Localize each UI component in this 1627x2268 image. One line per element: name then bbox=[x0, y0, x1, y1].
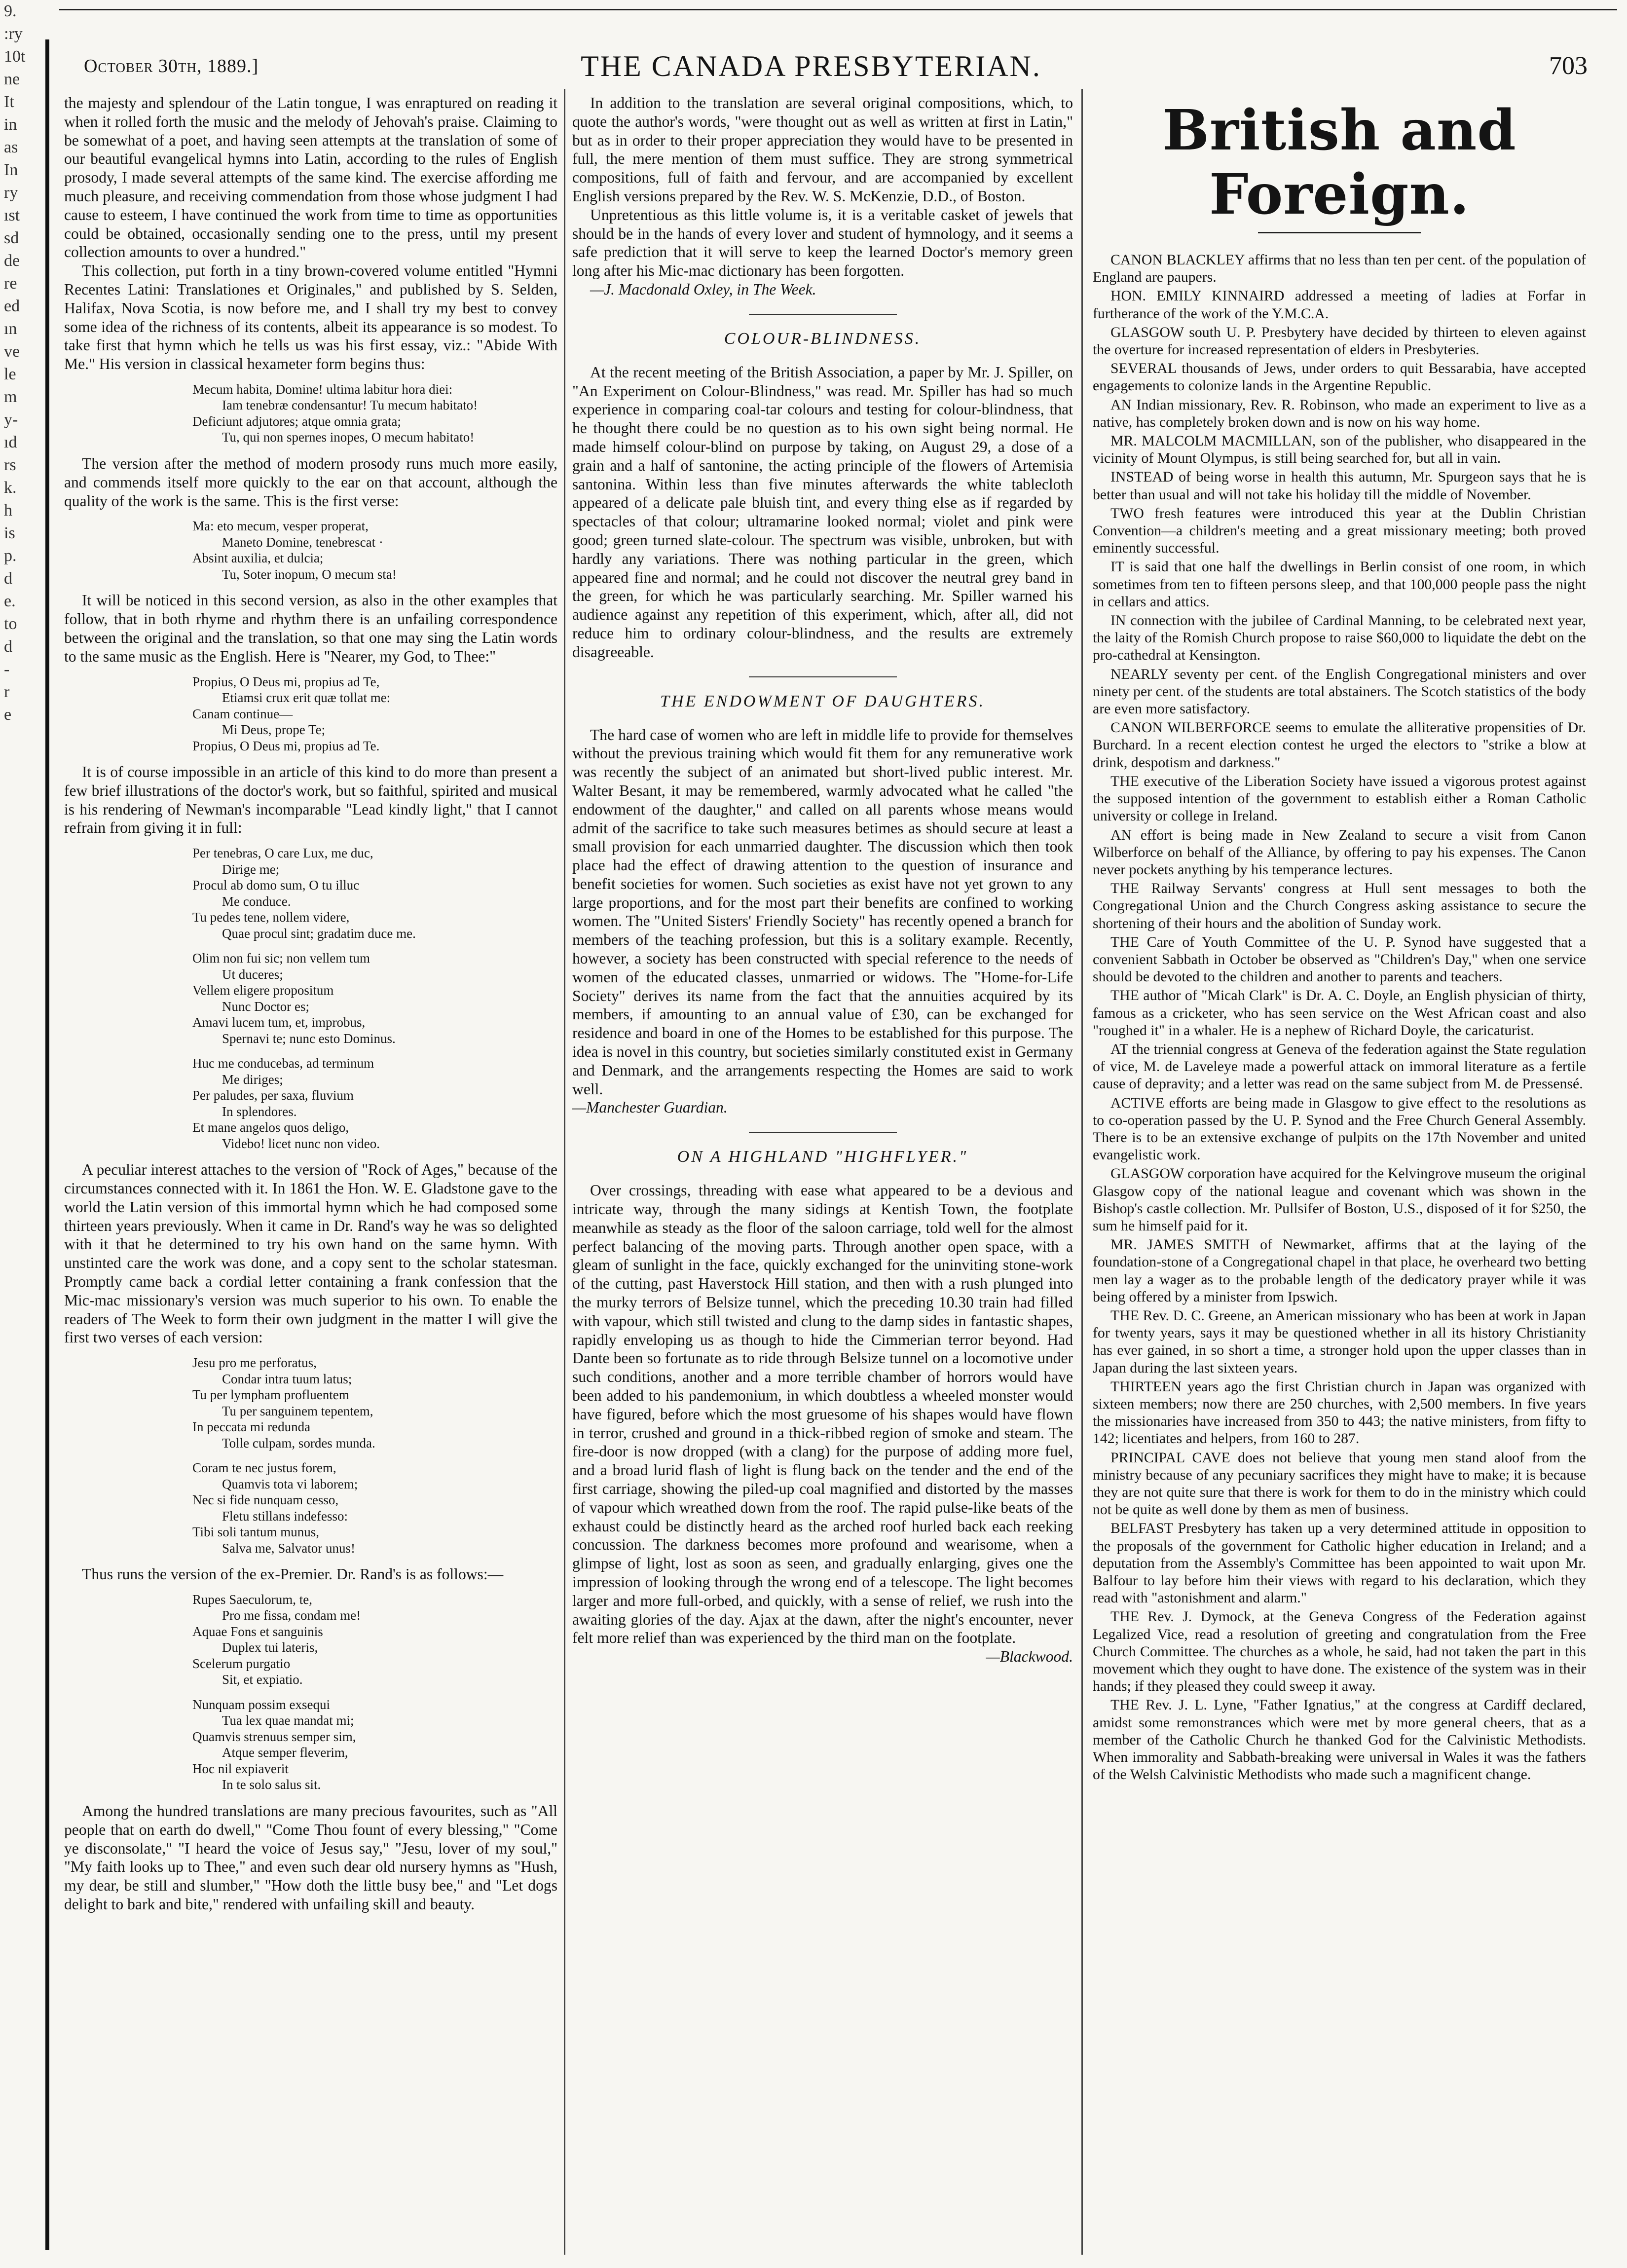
paragraph: The hard case of women who are left in middle life to provide for themselves without the previous training which would fit them for any remunerative work was recently the subject of an animated but short-lived public interest. Mr. Walter Besant, it may be remembered, warmly advocated what he called "the endowment of the daughter," and called on all parents whose means would admit of the sacrifice to take such measures betimes as should secure at least a small provision for each unmarried daughter. The discussion which then took place had the effect of drawing attention to the question of insurance and benefit societies for women. Such societies as exist have not yet grown to any large proportions, and for the most part their benefits are confined to working women. The "United Sisters' Friendly Society" has recently opened a branch for members of the teaching profession, but this is a solitary example. Recently, however, a society has been constructed with special reference to the needs of women of the educated classes, unmarried or widows. The "Home-for-Life Society" derives its name from the fact that the annuities acquired by its members, if amounting to an annual value of £30, can be exchanged for residence and board in one of the Homes to be established for this purpose. The idea is novel in this country, but societies similarly constituted exist in Germany and Denmark, and the arrangements respecting the Homes are said to work well. bbox=[572, 726, 1073, 1098]
edge-fragment: ve bbox=[4, 342, 20, 361]
edge-fragment: d bbox=[4, 569, 12, 588]
edge-fragment: is bbox=[4, 524, 15, 542]
verse-line: Me conduce. bbox=[222, 893, 291, 909]
edge-fragment: ıst bbox=[4, 206, 20, 224]
verse-line: Tolle culpam, sordes munda. bbox=[222, 1435, 375, 1450]
edge-fragment: It bbox=[4, 93, 14, 111]
page-header bbox=[84, 49, 1588, 84]
top-rule bbox=[59, 9, 1617, 10]
verse-line: In splendores. bbox=[222, 1104, 297, 1119]
verse-line: Salva me, Salvator unus! bbox=[222, 1540, 355, 1556]
verse-line: Aquae Fons et sanguinis bbox=[192, 1624, 323, 1639]
paragraph: In addition to the translation are several original compositions, which, to quote the author's words, "were thought out as well as written at first in Latin," but as in order to their proper appreciation they would have to be presented in full, the mere mention of them must suffice. They are strong symmetrical compositions, full of faith and fervour, and are accompanied by excellent English versions prepared by the Rev. W. S. McKenzie, D.D., of Boston. bbox=[572, 94, 1073, 205]
news-note: MR. JAMES SMITH of Newmarket, affirms that at the laying of the foundation-stone of a Congregational chapel in that place, he overheard two betting men lay a wager as to the probable length of the dedicatory prayer while it was being offered by a minister from Ipswich. bbox=[1093, 1236, 1586, 1305]
paragraph: Unpretentious as this little volume is, it is a veritable casket of jewels that should be in the hands of every lover and student of hymnology, and it seems a safe prediction that it will serve to keep the learned Doctor's memory green long after his Mic-mac dictionary has been forgotten. bbox=[572, 206, 1073, 280]
edge-fragment: le bbox=[4, 365, 16, 383]
paragraph: It will be noticed in this second version, as also in the other examples that follow, that in both rhyme and rhythm there is an unfailing correspondence between the original and the translation, so that one may sing the Latin words to the same music as the English. Here is "Nearer, my God, to Thee:" bbox=[64, 592, 557, 665]
news-note: AN Indian missionary, Rev. R. Robinson, who made an experiment to live as a native, has completely broken down and is now on his way home. bbox=[1093, 396, 1586, 430]
news-note: GLASGOW south U. P. Presbytery have decided by thirteen to eleven against the overture for increased representation of elders in Presbyteries. bbox=[1093, 324, 1586, 358]
news-note: BELFAST Presbytery has taken up a very determined attitude in opposition to the proposals of the government for Catholic higher education in Ireland; and a deputation from the Assembly's Committee has been appointed to wait upon Mr. Balfour to lay before him their views with regard to his declaration, which they read with "astonishment and alarm." bbox=[1093, 1520, 1586, 1606]
edge-fragment: de bbox=[4, 252, 20, 270]
edge-fragment: sd bbox=[4, 229, 19, 247]
verse-line: Per tenebras, O care Lux, me duc, bbox=[192, 846, 373, 861]
edge-fragment: ın bbox=[4, 320, 17, 338]
verse-line: Rupes Saeculorum, te, bbox=[192, 1592, 312, 1607]
news-note: TWO fresh features were introduced this year at the Dublin Christian Convention—a children's meeting and a great missionary meeting; both proved eminently successful. bbox=[1093, 505, 1586, 557]
verse-line: Maneto Domine, tenebrescat · bbox=[222, 534, 383, 550]
edge-fragment: r bbox=[4, 683, 10, 701]
edge-fragment: :ry bbox=[4, 25, 23, 43]
edge-fragment: k. bbox=[4, 479, 17, 497]
paragraph: Among the hundred translations are many precious favourites, such as "All people that on earth do dwell," "Come Thou fount of every blessing," "Come ye disconsolate," "I heard the voice of Jesus say," "Jesu, lover of my soul," "My faith looks up to Thee," and even such dear old nursery hymns as "Hush, my dear, be still and slumber," "How doth the little busy bee," and "Let dogs delight to bark and bite," rendered with unfailing skill and beauty. bbox=[64, 1802, 557, 1913]
latin-verse bbox=[192, 1055, 557, 1152]
paragraph: This collection, put forth in a tiny brown-covered volume entitled "Hymni Recentes Latini: Translationes et Originales," and published by S. Selden, Halifax, Nova Scotia, is now before me, and I shall try my best to convey some idea of the richness of its contents, albeit its appearance is so modest. To take first that hymn which he tells us was his first essay, viz.: "Abide With Me." His version in classical hexameter form begins thus: bbox=[64, 262, 557, 373]
paragraph: Thus runs the version of the ex-Premier. Dr. Rand's is as follows:— bbox=[82, 1565, 504, 1583]
latin-verse bbox=[192, 1592, 557, 1688]
news-note: AT the triennial congress at Geneva of the federation against the State regulation of vice, M. de Laveleye made a powerful attack on immoral literature as a fertile cause of depravity; and a letter was read on the same subject from M. de Pressensé. bbox=[1093, 1041, 1586, 1092]
paragraph: The version after the method of modern prosody runs much more easily, and commends itself more quickly to the ear on that account, although the quality of the work is the same. This is the first verse: bbox=[64, 454, 557, 510]
news-note: SEVERAL thousands of Jews, under orders to quit Bessarabia, have accepted engagements to colonize lands in the Argentine Republic. bbox=[1093, 360, 1586, 394]
news-note: ACTIVE efforts are being made in Glasgow to give effect to the resolutions as to co-operation passed by the U. P. Synod and the Free Church General Assembly. There is to be an extensive exchange of pulpits on the 17th November and united evangelistic work. bbox=[1093, 1094, 1586, 1163]
latin-verse bbox=[192, 381, 557, 446]
section-title-highflyer: ON A HIGHLAND "HIGHFLYER." bbox=[572, 1132, 1073, 1166]
verse-line: Atque semper fleverim, bbox=[222, 1745, 348, 1760]
column-divider bbox=[564, 89, 565, 2255]
edge-fragment: ıd bbox=[4, 433, 17, 451]
paragraph: It is of course impossible in an article of this kind to do more than present a few brief illustrations of the doctor's work, but so faithful, spirited and musical is his rendering of Newman's incomparable "Lead kindly light," that I cannot refrain from giving it in full: bbox=[64, 763, 557, 837]
attribution: —J. Macdonald Oxley, in The Week. bbox=[590, 280, 816, 298]
issue-date: October 30th, 1889.] bbox=[84, 56, 259, 76]
verse-line: Nunquam possim exsequi bbox=[192, 1697, 330, 1712]
verse-line: Videbo! licet nunc non video. bbox=[222, 1136, 380, 1151]
verse-line: Amavi lucem tum, et, improbus, bbox=[192, 1015, 366, 1030]
verse-line: Dirige me; bbox=[222, 861, 280, 877]
edge-fragment: h bbox=[4, 501, 12, 520]
section-title-endowment: THE ENDOWMENT OF DAUGHTERS. bbox=[572, 676, 1073, 711]
news-notes bbox=[1093, 251, 1586, 1783]
paragraph: the majesty and splendour of the Latin tongue, I was enraptured on reading it when it rolled forth the music and the melody of Jehovah's praise. Claiming to be somewhat of a poet, and having seen attempts at the translation of some of our beautiful evangelical hymns into Latin, according to the rules of English prosody, I made several attempts of the same kind. The exercise affording me much pleasure, and receiving commendation from those whose judgment I had cause to esteem, I have continued the work from time to time as opportunities could be obtained, occasionally sending one to the press, until my present collection amounts to over a hundred." bbox=[64, 94, 557, 261]
news-note: THE Rev. D. C. Greene, an American missionary who has been at work in Japan for twenty years, says it may be questioned whether in all its history Christianity has ever gained, in so short a time, a stronger hold upon the upper classes than in Japan during the last sixteen years. bbox=[1093, 1307, 1586, 1376]
verse-line: Tu, qui non spernes inopes, O mecum habitato! bbox=[222, 430, 475, 445]
news-note: THE Railway Servants' congress at Hull sent messages to both the Congregational Union and the Church Congress asking assistance to secure the shortening of their hours and the abolition of Sunday work. bbox=[1093, 880, 1586, 931]
verse-line: Coram te nec justus forem, bbox=[192, 1460, 336, 1476]
news-note: THE author of "Micah Clark" is Dr. A. C. Doyle, an English physician of thirty, famous as a cricketer, who has seen service on the West African coast and also "roughed it" in a whaler. He is a nephew of Richard Doyle, the caricaturist. bbox=[1093, 987, 1586, 1039]
verse-line: Propius, O Deus mi, propius ad Te. bbox=[192, 738, 380, 753]
verse-line: Propius, O Deus mi, propius ad Te, bbox=[192, 674, 380, 689]
attribution: —Manchester Guardian. bbox=[572, 1099, 728, 1116]
column-british-and-foreign bbox=[1093, 94, 1586, 1785]
news-note: IN connection with the jubilee of Cardinal Manning, to be celebrated next year, the laity of the Romish Church propose to raise $60,000 to liquidate the debt on the pro-cathedral at Kensington. bbox=[1093, 612, 1586, 664]
verse-line: Sit, et expiatio. bbox=[222, 1672, 303, 1687]
heading-rule bbox=[1258, 232, 1421, 233]
news-note: CANON WILBERFORCE seems to emulate the alliterative propensities of Dr. Burchard. In a recent election contest he urged the electors to "strike a blow at drink, despotism and darkness." bbox=[1093, 719, 1586, 771]
edge-fragment: In bbox=[4, 161, 18, 179]
paragraph: Over crossings, threading with ease what appeared to be a devious and intricate way, through the many sidings at Kentish Town, the footplate meanwhile as steady as the floor of the saloon carriage, told well for the almost perfect balancing of the moving parts. Through another open space, with a gleam of sunlight in the face, quickly exchanged for the uninviting stone-work of the cutting, past Haverstock Hill station, and then with a rush plunged into the murky terrors of Belsize tunnel, which the preceding 10.30 train had filled with vapour, which still twisted and clung to the damp sides in fantastic shapes, rapidly enveloping us as though to hide the Cimmerian terror beyond. Had Dante been so fortunate as to ride through Belsize tunnel on a locomotive under such conditions, another and a more terrible chamber of horrors would have been added to his pandemonium, in which doubtless a wheeled monster would have figured, before which the most gruesome of his shapes would have flown in terror, crushed and ground in a thick-ribbed region of smoke and steam. The fire-door is now dropped (with a clang) for the purpose of adding more fuel, and a broad lurid flash of light is flung back on the tender and the end of the first carriage, showing the piled-up coal magnified and distorted by the masses of vapour which wreathed down from the roof. The rapid pulse-like beats of the exhaust could be distinctly heard as the arched roof hurled back each reeking concussion. The darkness becomes more profound and wearisome, when a glimpse of light, lost as soon as seen, and gradually enlarging, gives one the impression of looking through the wrong end of a telescope. The light becomes larger and more full-orbed, and quickly, with a sense of relief, we rush into the awaiting glories of the day. Ajax at the dawn, after the night's encounter, never felt more relief than was experienced by the third man on the footplate. bbox=[572, 1182, 1073, 1647]
verse-line: Tu per sanguinem tepentem, bbox=[222, 1403, 373, 1418]
verse-line: Vellem eligere propositum bbox=[192, 983, 334, 998]
verse-line: Spernavi te; nunc esto Dominus. bbox=[222, 1031, 396, 1046]
edge-fragment: 9. bbox=[4, 2, 17, 20]
edge-fragment: ed bbox=[4, 297, 20, 315]
paragraph: A peculiar interest attaches to the version of "Rock of Ages," because of the circumstances connected with it. In 1861 the Hon. W. E. Gladstone gave to the world the Latin version of this immortal hymn which he had composed some thirteen years previously. When it came in Dr. Rand's way he was so delighted with it that he determined to try his own hand on the same hymn. With unstinted care the work was done, and a copy sent to the scholar statesman. Promptly came back a cordial letter containing a frank confession that the Mic-mac missionary's version was much superior to his own. To enable the readers of The Week to form their own judgment in the matter I will give the first two verses of each version: bbox=[64, 1161, 557, 1346]
latin-verse bbox=[192, 950, 557, 1046]
news-note: GLASGOW corporation have acquired for the Kelvingrove museum the original Glasgow copy of the national league and covenant which was shown in the Bishop's castle collection. Mr. Pullsifer of Boston, U.S., disposed of it for $250, the sum he himself paid for it. bbox=[1093, 1165, 1586, 1234]
attribution: —Blackwood. bbox=[986, 1648, 1073, 1666]
edge-fragment: e. bbox=[4, 592, 16, 610]
verse-line: Huc me conducebas, ad terminum bbox=[192, 1056, 374, 1071]
news-note: HON. EMILY KINNAIRD addressed a meeting of ladies at Forfar in furtherance of the work of the Y.M.C.A. bbox=[1093, 288, 1586, 322]
latin-verse bbox=[192, 845, 557, 941]
verse-line: Etiamsi crux erit quæ tollat me: bbox=[222, 690, 391, 706]
column-hymn-review bbox=[64, 94, 557, 1914]
news-note: CANON BLACKLEY affirms that no less than ten per cent. of the population of England are paupers. bbox=[1093, 252, 1586, 286]
verse-line: Condar intra tuum latus; bbox=[222, 1371, 352, 1386]
column-articles bbox=[572, 94, 1073, 1666]
news-note: AN effort is being made in New Zealand to secure a visit from Canon Wilberforce on behalf of the Alliance, by offering to pay his expenses. The Canon never pockets anything by his temperance lectures. bbox=[1093, 826, 1586, 878]
paragraph: At the recent meeting of the British Association, a paper by Mr. J. Spiller, on "An Experiment on Colour-Blindness," was read. Mr. Spiller has had so much experience in comparing coal-tar colours and testing for colour-blindness, that he thought there could be no question as to his own sight being normal. He made himself colour-blind on purpose by taking, on August 29, a dose of a grain and a half of santonine, the acting principle of the flowers of Artemisia santonina. Within less than five minutes afterwards the white tablecloth appeared of a delicate pale bluish tint, and every thing else as if regarded by spectacles of that colour; ultramarine looked normal; violet and pink were good; green turned slate-colour. The spectrum was visible, unbroken, but with hardly any variations. There was nothing particular in the green, which appeared fine and normal; and he could not discover the neutral grey band in the green, for which he was particularly searching. Mr. Spiller warned his audience against any repetition of this experiment, which, after all, did not reduce him to ordinary colour-blindness, and the results are extremely disagreeable. bbox=[572, 363, 1073, 661]
news-note: THE Rev. J. Dymock, at the Geneva Congress of the Federation against Legalized Vice, read a resolution of greeting and congratulation from the Free Church Committee. The churches as a whole, he said, had not taken the part in this movement which they ought to have done. The existence of the system was in their hands; if they pleased they could sweep it away. bbox=[1093, 1608, 1586, 1695]
news-note: THIRTEEN years ago the first Christian church in Japan was organized with sixteen members; now there are 250 churches, with 2,500 members. In five years the missionaries have increased from 350 to 443; the native ministers, from fifty to 142; licentiates and helpers, from 160 to 287. bbox=[1093, 1378, 1586, 1447]
latin-verse bbox=[192, 1460, 557, 1556]
verse-line: Tu, Soter inopum, O mecum sta! bbox=[222, 566, 397, 582]
verse-line: Deficiunt adjutores; atque omnia grata; bbox=[192, 413, 401, 429]
latin-verse bbox=[192, 1697, 557, 1793]
verse-line: Ut duceres; bbox=[222, 967, 283, 982]
verse-line: Tu per lympham profluentem bbox=[192, 1387, 349, 1403]
verse-line: Per paludes, per saxa, fluvium bbox=[192, 1088, 354, 1103]
verse-line: Me diriges; bbox=[222, 1072, 283, 1087]
verse-line: Tibi soli tantum munus, bbox=[192, 1524, 320, 1540]
verse-line: Canam continue— bbox=[192, 706, 293, 721]
section-heading: British and Foreign. bbox=[1162, 98, 1516, 227]
verse-line: Quae procul sint; gradatim duce me. bbox=[222, 926, 416, 941]
edge-fragment: rs bbox=[4, 456, 16, 474]
verse-line: In te solo salus sit. bbox=[222, 1777, 321, 1792]
edge-fragment: p. bbox=[4, 547, 17, 565]
page-number: 703 bbox=[1549, 52, 1588, 80]
edge-fragment: - bbox=[4, 660, 10, 678]
verse-line: Et mane angelos quos deligo, bbox=[192, 1120, 349, 1135]
news-note: MR. MALCOLM MACMILLAN, son of the publisher, who disappeared in the vicinity of Mount Olympus, is still being searched for, but all in vain. bbox=[1093, 433, 1586, 467]
edge-fragment: ry bbox=[4, 184, 18, 202]
verse-line: Hoc nil expiaverit bbox=[192, 1761, 289, 1776]
edge-fragment: ne bbox=[4, 70, 20, 88]
section-title-colour-blindness: COLOUR-BLINDNESS. bbox=[572, 314, 1073, 348]
binding-rule bbox=[45, 39, 49, 2250]
verse-line: Procul ab domo sum, O tu illuc bbox=[192, 878, 360, 893]
edge-fragment: in bbox=[4, 115, 17, 134]
edge-fragment: m bbox=[4, 388, 17, 406]
edge-fragment: re bbox=[4, 274, 17, 293]
adjacent-page-edge bbox=[0, 0, 34, 2268]
verse-line: Absint auxilia, et dulcia; bbox=[192, 551, 324, 566]
latin-verse bbox=[192, 674, 557, 754]
latin-verse bbox=[192, 1355, 557, 1451]
verse-line: Nec si fide nunquam cesso, bbox=[192, 1492, 339, 1508]
verse-line: Pro me fissa, condam me! bbox=[222, 1608, 361, 1623]
masthead-title: THE CANADA PRESBYTERIAN. bbox=[581, 50, 1041, 82]
verse-line: Scelerum purgatio bbox=[192, 1656, 291, 1671]
verse-line: Iam tenebræ condensantur! Tu mecum habitato! bbox=[222, 398, 478, 413]
column-divider bbox=[1081, 89, 1083, 2255]
news-note: PRINCIPAL CAVE does not believe that young men stand aloof from the ministry because of any pecuniary sacrifices they might have to make; it is because they are not quite sure that there is work for them to do in the ministry which could not be quite as well done by them as men of business. bbox=[1093, 1449, 1586, 1518]
news-note: NEARLY seventy per cent. of the English Congregational ministers and over ninety per cent. of the students are total abstainers. The Scotch statistics of the body are even more satisfactory. bbox=[1093, 666, 1586, 717]
verse-line: Fletu stillans indefesso: bbox=[222, 1508, 348, 1524]
edge-fragment: as bbox=[4, 138, 18, 156]
edge-fragment: 10t bbox=[4, 47, 26, 66]
verse-line: Quamvis tota vi laborem; bbox=[222, 1476, 358, 1491]
verse-line: Nunc Doctor es; bbox=[222, 999, 309, 1014]
news-note: THE Rev. J. L. Lyne, "Father Ignatius," at the congress at Cardiff declared, amidst some remonstrances which were met by more general cheers, that as a member of the Catholic Church he thanked God for the Calvinistic Methodists. When immorality and Sabbath-breaking were universal in Wales it was the fathers of the Welsh Calvinistic Methodists who made such a magnificent change. bbox=[1093, 1697, 1586, 1783]
verse-line: Duplex tui lateris, bbox=[222, 1640, 318, 1655]
edge-fragment: to bbox=[4, 615, 17, 633]
verse-line: Mi Deus, prope Te; bbox=[222, 722, 326, 738]
verse-line: Jesu pro me perforatus, bbox=[192, 1355, 317, 1371]
verse-line: Tu pedes tene, nollem videre, bbox=[192, 910, 350, 925]
latin-verse bbox=[192, 518, 557, 582]
verse-line: Tua lex quae mandat mi; bbox=[222, 1713, 354, 1728]
verse-line: Mecum habita, Domine! ultima labitur hora diei: bbox=[192, 381, 453, 397]
verse-line: Olim non fui sic; non vellem tum bbox=[192, 951, 370, 966]
news-note: THE Care of Youth Committee of the U. P. Synod have suggested that a convenient Sabbath in October be observed as "Children's Day," when one service should be devoted to the children and another to parents and teachers. bbox=[1093, 933, 1586, 985]
edge-fragment: d bbox=[4, 637, 12, 656]
verse-line: Ma: eto mecum, vesper properat, bbox=[192, 519, 369, 534]
verse-line: In peccata mi redunda bbox=[192, 1419, 311, 1435]
news-note: INSTEAD of being worse in health this autumn, Mr. Spurgeon says that he is better than usual and will not take his holiday till the middle of November. bbox=[1093, 469, 1586, 503]
edge-fragment: e bbox=[4, 706, 12, 724]
edge-fragment: y- bbox=[4, 410, 18, 429]
verse-line: Quamvis strenuus semper sim, bbox=[192, 1729, 356, 1744]
news-note: IT is said that one half the dwellings in Berlin consist of one room, in which sometimes from ten to fifteen persons sleep, and that 100,000 people pass the night in cellars and attics. bbox=[1093, 558, 1586, 610]
news-note: THE executive of the Liberation Society have issued a vigorous protest against the supposed intention of the government to establish either a Roman Catholic university or college in Ireland. bbox=[1093, 773, 1586, 824]
